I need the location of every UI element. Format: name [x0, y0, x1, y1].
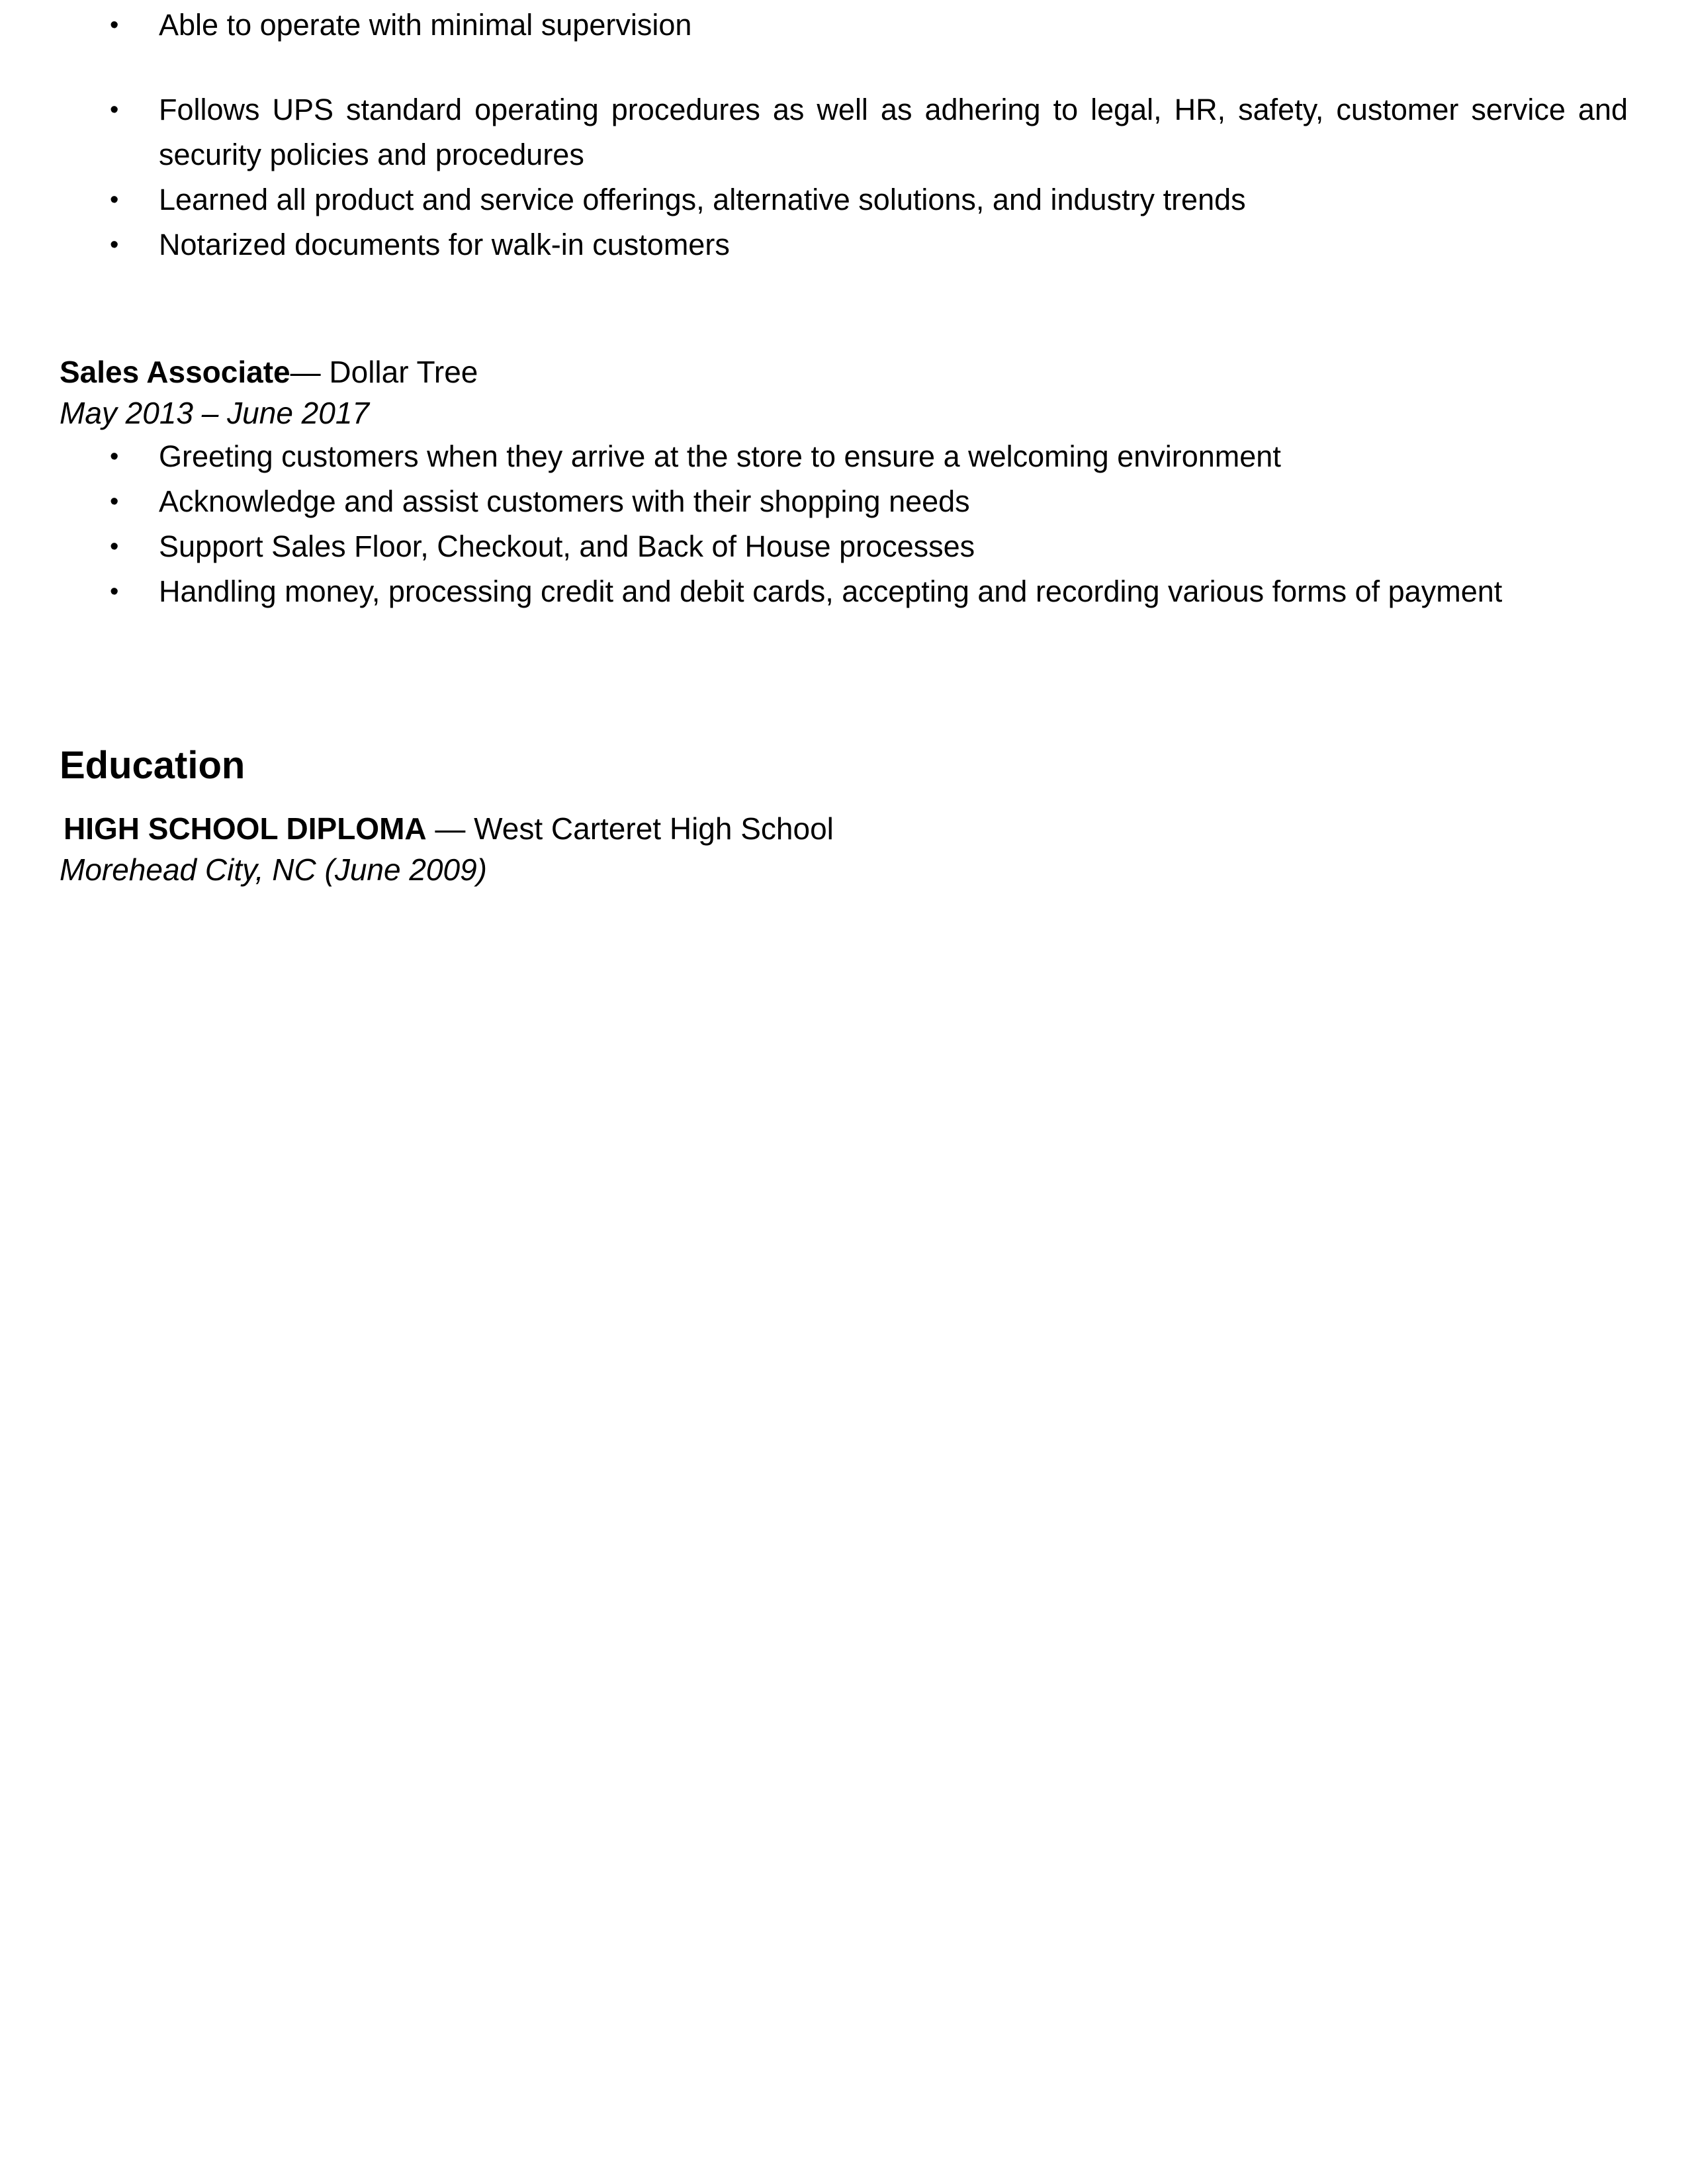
bullet-glyph: •	[110, 533, 119, 561]
bullet-text: Greeting customers when they arrive at the store to ensure a welcoming environment	[159, 439, 1281, 473]
education-school: — West Carteret High School	[426, 811, 834, 846]
list-item	[0, 434, 1688, 479]
job-dates: May 2013 – June 2017	[60, 396, 370, 430]
bullet-text: Support Sales Floor, Checkout, and Back of House processes	[159, 529, 975, 563]
list-item	[0, 569, 1688, 614]
list-item	[0, 222, 1688, 267]
previous-job-bullets	[0, 3, 1688, 48]
bullet-text: Handling money, processing credit and debit cards, accepting and recording various forms of payment	[159, 574, 1503, 608]
section-heading-education: Education	[60, 744, 245, 787]
bullet-text: Follows UPS standard operating procedures as well as adhering to legal, HR, safety, customer service and security policies and procedures	[159, 93, 1628, 171]
job-title-line	[60, 352, 478, 392]
list-item	[0, 479, 1688, 524]
bullet-text: Notarized documents for walk-in customers	[159, 228, 730, 261]
list-item	[0, 177, 1688, 222]
bullet-glyph: •	[110, 11, 119, 39]
list-item	[0, 3, 1688, 48]
job-bullets	[0, 434, 1688, 614]
bullet-glyph: •	[110, 578, 119, 606]
bullet-text: Able to operate with minimal supervision	[159, 8, 692, 42]
job-company: — Dollar Tree	[290, 355, 478, 389]
education-degree-line	[64, 809, 834, 848]
bullet-glyph: •	[110, 488, 119, 516]
education-degree: HIGH SCHOOL DIPLOMA	[64, 811, 427, 846]
bullet-glyph: •	[110, 96, 119, 124]
bullet-glyph: •	[110, 443, 119, 471]
bullet-glyph: •	[110, 231, 119, 259]
list-item	[0, 87, 1688, 177]
bullet-text: Acknowledge and assist customers with their shopping needs	[159, 484, 970, 518]
list-item	[0, 524, 1688, 569]
bullet-text: Learned all product and service offerings, alternative solutions, and industry trends	[159, 183, 1246, 216]
bullet-glyph: •	[110, 186, 119, 214]
previous-job-bullets-continued	[0, 87, 1688, 267]
job-role: Sales Associate	[60, 355, 290, 389]
education-location-date: Morehead City, NC (June 2009)	[60, 852, 487, 887]
